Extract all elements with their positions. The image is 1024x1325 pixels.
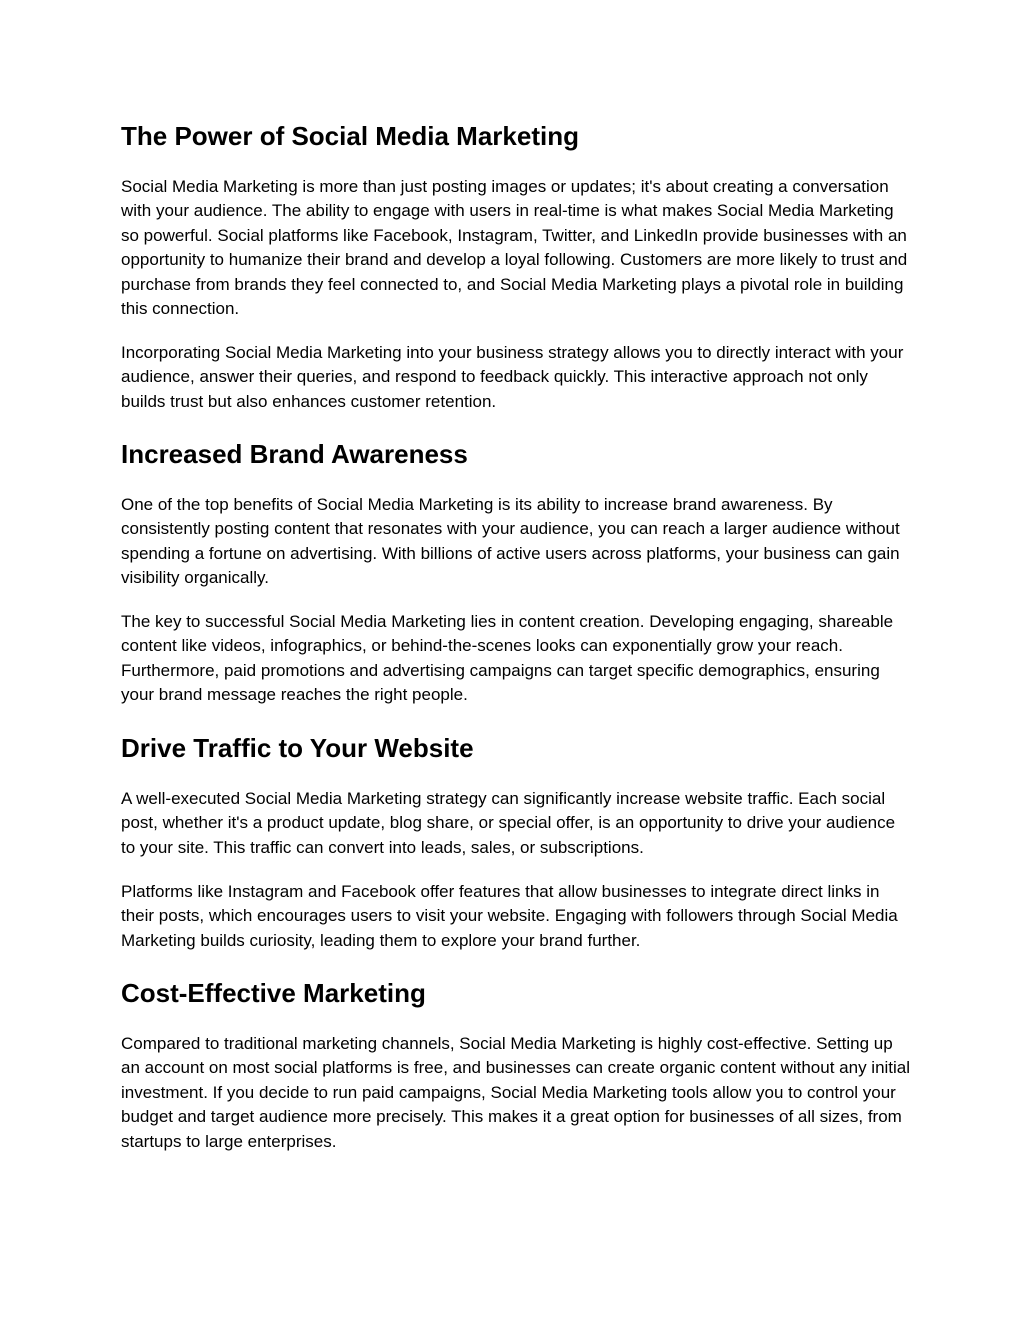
paragraph-power-1: Social Media Marketing is more than just posting images or updates; it's about creating a conversation with your audience. The ability to engage with users in real-time is what makes Social Media Marketing so powerful. Social platforms like Facebook, Instagram, Twitter, and LinkedIn provide businesses with an opportunity to humanize their brand and develop a loyal following. Customers are more likely to trust and purchase from brands they feel connected to, and Social Media Marketing plays a pivotal role in building this connection. [121,177,908,319]
heading-drive-traffic: Drive Traffic to Your Website [121,733,474,763]
paragraph-awareness-2: The key to successful Social Media Marketing lies in content creation. Developing engaging, shareable content like videos, infographics, or behind-the-scenes looks can exponentially grow your reach. Furthermore, paid promotions and advertising campaigns can target specific demographics, ensuring your brand message reaches the right people. [121,612,894,705]
heading-brand-awareness: Increased Brand Awareness [121,439,468,469]
heading-power-of-social-media: The Power of Social Media Marketing [121,121,579,151]
heading-cost-effective: Cost-Effective Marketing [121,978,426,1008]
paragraph-power-2: Incorporating Social Media Marketing into your business strategy allows you to directly interact with your audience, answer their queries, and respond to feedback quickly. This interactive approach not only builds trust but also enhances customer retention. [121,343,904,411]
paragraph-awareness-1: One of the top benefits of Social Media Marketing is its ability to increase brand awareness. By consistently posting content that resonates with your audience, you can reach a larger audience without spending a fortune on advertising. With billions of active users across platforms, your business can gain visibility organically. [121,495,900,588]
paragraph-cost-1: Compared to traditional marketing channels, Social Media Marketing is highly cost-effective. Setting up an account on most social platforms is free, and businesses can create organic content without any initial investment. If you decide to run paid campaigns, Social Media Marketing tools allow you to control your budget and target audience more precisely. This makes it a great option for businesses of all sizes, from startups to large enterprises. [121,1034,911,1151]
paragraph-traffic-1: A well-executed Social Media Marketing strategy can significantly increase website traffic. Each social post, whether it's a product update, blog share, or special offer, is an opportunity to drive your audience to your site. This traffic can convert into leads, sales, or subscriptions. [121,789,896,857]
paragraph-traffic-2: Platforms like Instagram and Facebook offer features that allow businesses to integrate direct links in their posts, which encourages users to visit your website. Engaging with followers through Social Media Marketing builds curiosity, leading them to explore your brand further. [121,882,898,950]
